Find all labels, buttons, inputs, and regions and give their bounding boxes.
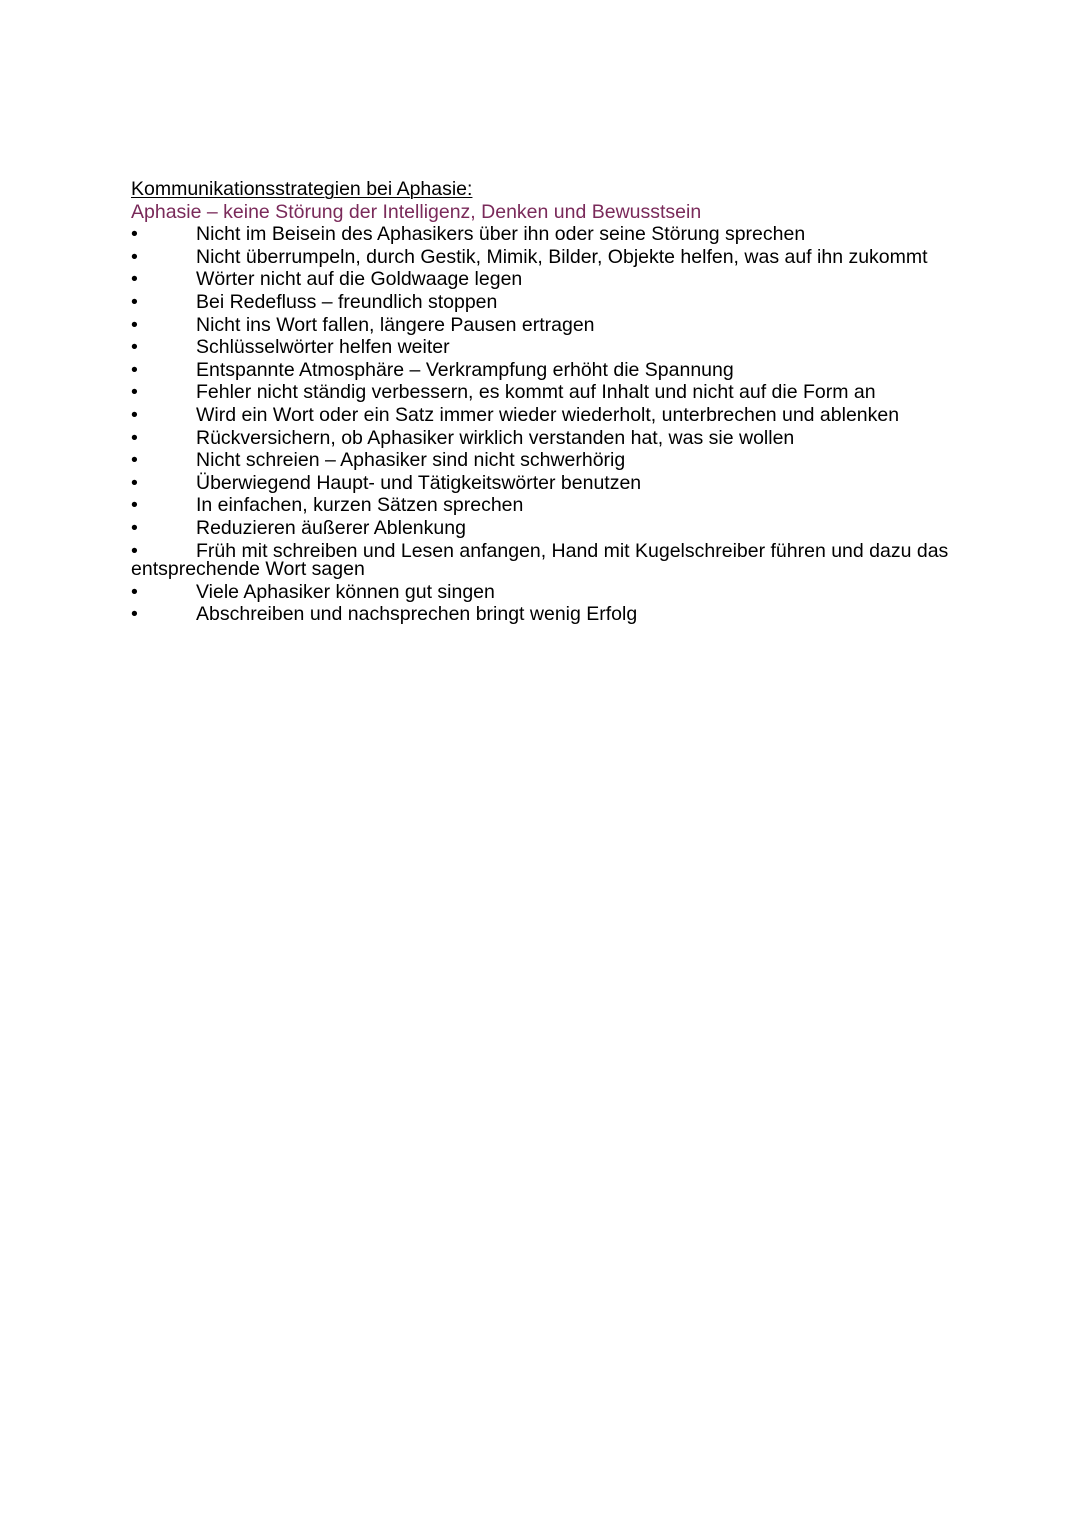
bullet-icon: • (131, 580, 138, 603)
list-item (131, 314, 971, 337)
list-item (131, 494, 971, 517)
list-item-text: Überwiegend Haupt- und Tätigkeitswörter benutzen (196, 471, 642, 494)
bullet-icon: • (131, 381, 138, 404)
list-item-text: Viele Aphasiker können gut singen (196, 580, 495, 603)
list-item (131, 291, 971, 314)
bullet-icon: • (131, 494, 138, 517)
list-item (131, 336, 971, 359)
list-item-text: Schlüsselwörter helfen weiter (196, 336, 450, 359)
bullet-icon: • (131, 403, 138, 426)
bullet-icon: • (131, 539, 138, 562)
list-item (131, 581, 971, 604)
list-item (131, 517, 971, 540)
list-item-text: Wörter nicht auf die Goldwaage legen (196, 268, 523, 291)
bullet-icon: • (131, 268, 138, 291)
bullet-icon: • (131, 245, 138, 268)
list-item-text: Fehler nicht ständig verbessern, es kommt auf Inhalt und nicht auf die Form an (196, 381, 876, 404)
bullet-icon: • (131, 358, 138, 381)
bullet-icon: • (131, 426, 138, 449)
list-item (131, 603, 971, 626)
list-item-text: Bei Redefluss – freundlich stoppen (196, 290, 498, 313)
list-item-text: Reduzieren äußerer Ablenkung (196, 516, 466, 539)
list-item-text: In einfachen, kurzen Sätzen sprechen (196, 494, 524, 517)
list-item-text: Entspannte Atmosphäre – Verkrampfung erhöht die Spannung (196, 358, 734, 381)
list-item-text: Nicht ins Wort fallen, längere Pausen ertragen (196, 313, 595, 336)
bullet-icon: • (131, 603, 138, 626)
list-item (131, 404, 971, 427)
list-item (131, 223, 971, 246)
list-item-text: Früh mit schreiben und Lesen anfangen, Hand mit Kugelschreiber führen und dazu das entsprechende Wort sagen (131, 539, 949, 580)
list-item-text: Wird ein Wort oder ein Satz immer wieder wiederholt, unterbrechen und ablenken (196, 403, 900, 426)
document-content (131, 178, 971, 626)
list-item (131, 268, 971, 291)
bullet-icon: • (131, 516, 138, 539)
bullet-icon: • (131, 290, 138, 313)
bullet-icon: • (131, 336, 138, 359)
bullet-icon: • (131, 449, 138, 472)
bullet-icon: • (131, 471, 138, 494)
document-subtitle: Aphasie – keine Störung der Intelligenz, Denken und Bewusstsein (131, 200, 702, 223)
strategy-list (131, 223, 971, 626)
list-item (131, 427, 971, 450)
list-item (131, 381, 971, 404)
bullet-icon: • (131, 223, 138, 246)
list-item (131, 449, 971, 472)
list-item (131, 246, 971, 269)
list-item-text: Nicht im Beisein des Aphasikers über ihn oder seine Störung sprechen (196, 223, 806, 246)
list-item-text: Nicht schreien – Aphasiker sind nicht schwerhörig (196, 449, 626, 472)
list-item-text: Rückversichern, ob Aphasiker wirklich verstanden hat, was sie wollen (196, 426, 795, 449)
list-item-text: Abschreiben und nachsprechen bringt wenig Erfolg (196, 603, 638, 626)
list-item (131, 359, 971, 382)
bullet-icon: • (131, 313, 138, 336)
list-item (131, 472, 971, 495)
list-item (131, 540, 971, 581)
list-item-text: Nicht überrumpeln, durch Gestik, Mimik, Bilder, Objekte helfen, was auf ihn zukommt (196, 245, 928, 268)
document-title: Kommunikationsstrategien bei Aphasie: (131, 178, 473, 200)
